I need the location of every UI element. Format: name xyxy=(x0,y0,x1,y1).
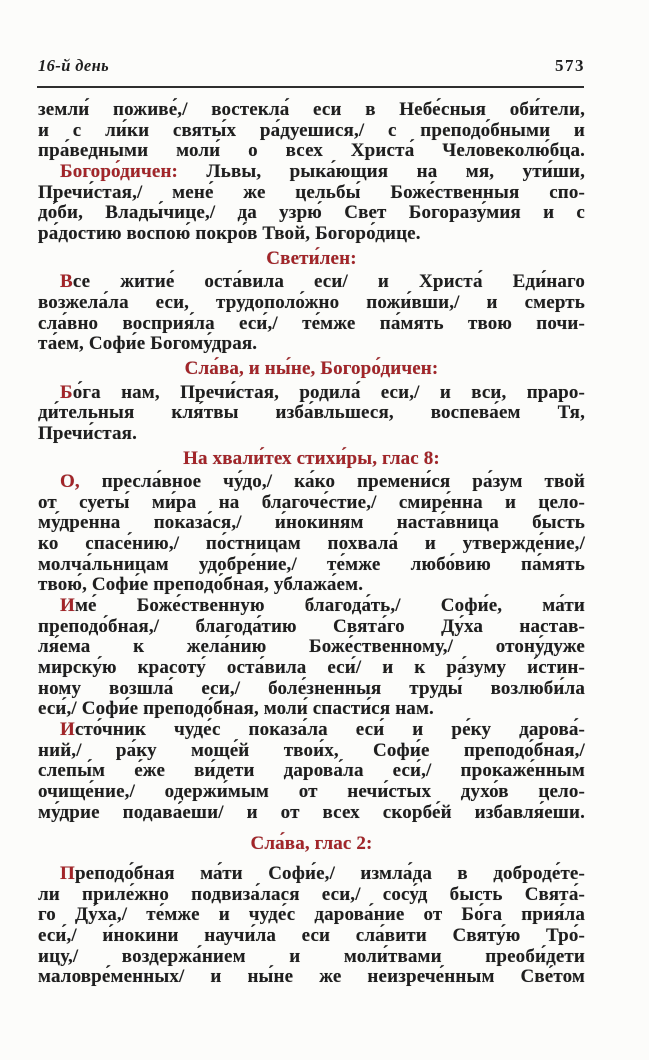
text-line: Пречи́стая. xyxy=(38,422,137,444)
text-line: слепы́м е́же ви́дети дарова́ла еси́,/ прокаже́нным xyxy=(38,760,585,782)
paragraph xyxy=(38,162,585,245)
text-line: Преподо́бная ма́ти Софи́е,/ измла́да в доброде́те- xyxy=(60,862,585,884)
rubric-lead: Богоро́дичен: xyxy=(60,160,179,182)
text-line: му́дренна показа́ся,/ и́нокиням наста́вница бысть xyxy=(38,512,585,534)
text-line: твою́, Софи́е преподо́бная, ублажа́ем. xyxy=(38,574,364,596)
text-line: ли приле́жно подвиза́лася еси,/ сосу́д бысть Свята́- xyxy=(38,883,585,905)
red-initial: Б xyxy=(60,381,73,403)
text-line: еси́,/ Софи́е преподо́бная, моли́ спасти́ся нам. xyxy=(38,698,434,720)
red-initial: О, xyxy=(60,471,80,493)
text-line: от суеты́ ми́ра на благоче́стие,/ смире́нна и цело- xyxy=(38,491,585,513)
text-line: ний,/ ра́ку моще́й твои́х, Софи́е преподо́бная,/ xyxy=(38,739,585,761)
text-line: земли́ поживе́,/ востекла́ еси в Небе́сныя оби́тели, xyxy=(38,99,585,120)
text-line: му́дрие подава́еши/ и от всех скорбе́й избавля́еши. xyxy=(38,801,585,823)
red-initial: И xyxy=(60,719,75,741)
text-line: ди́тельныя кля́твы изба́вльшеся, воспева́ем Тя, xyxy=(38,402,585,424)
paragraph xyxy=(38,596,585,720)
paragraph xyxy=(38,100,585,162)
text-line: мирску́ю красоту́ оста́вила еси́/ и к ра́зуму и́стин- xyxy=(38,657,585,679)
section-heading: Сла́ва, глас 2: xyxy=(250,833,373,855)
text-line: ко спасе́нию,/ по́стницам похвала́ и утвержде́ние,/ xyxy=(38,533,585,555)
text-line: Пречи́стая,/ мене́ же цельбы́ Боже́ственныя спо- xyxy=(38,181,585,203)
text-line: Бо́га нам, Пречи́стая, родила́ еси,/ и вси, праро- xyxy=(60,381,585,403)
section-heading: Свети́лен: xyxy=(266,247,357,269)
page-number: 573 xyxy=(555,56,585,75)
text-line: ному возшла́ еси,/ боле́зненныя труды́ возлюби́ла xyxy=(38,677,585,699)
text-line: пра́ведными моли́ о всех Христа́ Человеколю́бца. xyxy=(38,140,585,162)
red-initial: П xyxy=(60,862,75,884)
paragraph xyxy=(38,272,585,355)
text-line: и с ли́ки святы́х ра́дуешися,/ с преподо́бными и xyxy=(38,119,585,141)
paragraph xyxy=(38,383,585,445)
text-line: молча́льницам удобре́ние,/ те́мже любо́вию па́мять xyxy=(38,553,585,575)
text-line: Име́ Боже́ственную благода́ть,/ Софи́е, ма́ти xyxy=(60,595,585,617)
text-line: сла́вно восприя́ла еси́,/ те́мже па́мять твою почи- xyxy=(38,312,585,334)
text-line: ра́достию воспою́ покро́в Твой, Богоро́дице. xyxy=(38,222,421,244)
paragraph xyxy=(38,864,585,988)
text-line: го Ду́ха,/ те́мже и чуде́с дарова́ние от Бо́га прия́ла xyxy=(38,904,585,926)
section-heading: На хвали́тех стихи́ры, глас 8: xyxy=(183,447,440,469)
text-line: Богоро́дичен: Львы, рыка́ющия на мя, ути́ши, xyxy=(60,160,585,182)
text-line: преподо́бная,/ благода́тию Свята́го Ду́ха настав- xyxy=(38,615,585,637)
section-heading: Сла́ва, и ны́не, Богоро́дичен: xyxy=(184,357,439,379)
text-block xyxy=(38,100,585,988)
text-line: маловре́менных/ и ны́не же неизрече́нным Све́том xyxy=(38,966,585,988)
text-line: Исто́чник чуде́с показа́ла еси́ и ре́ку дарова́- xyxy=(60,719,585,741)
text-line: О, пресла́вное чу́до,/ ка́ко премени́ся ра́зум твой xyxy=(60,471,585,493)
text-line: возжела́ла еси, трудополо́жно пожи́вши,/ и смерть xyxy=(38,291,585,313)
text-line: еси́,/ и́нокини научи́ла еси сла́вити Святу́ю Тро́- xyxy=(38,924,585,946)
day-label: 16-й день xyxy=(38,56,110,75)
page-header xyxy=(38,56,585,76)
red-initial: И xyxy=(60,595,75,617)
red-initial: В xyxy=(60,271,73,293)
text-line: Все житие́ оста́вила еси/ и Христа́ Еди́наго xyxy=(60,271,585,293)
text-line: очище́ние,/ одержи́мым от нечи́стых духо́в цело- xyxy=(38,781,585,802)
text-line: та́ем, Софи́е Богому́драя. xyxy=(38,333,258,355)
text-line: до́би, Влады́чице,/ да узрю́ Свет Богоразу́мия и с xyxy=(38,202,585,224)
text-line: ля́ема к жела́нию Боже́ственному,/ отону́дуже xyxy=(38,636,585,658)
header-rule xyxy=(37,86,584,88)
paragraph xyxy=(38,472,585,596)
paragraph xyxy=(38,720,585,823)
text-line: ицу,/ воздержа́нием и моли́твами преоби́дети xyxy=(38,945,585,967)
